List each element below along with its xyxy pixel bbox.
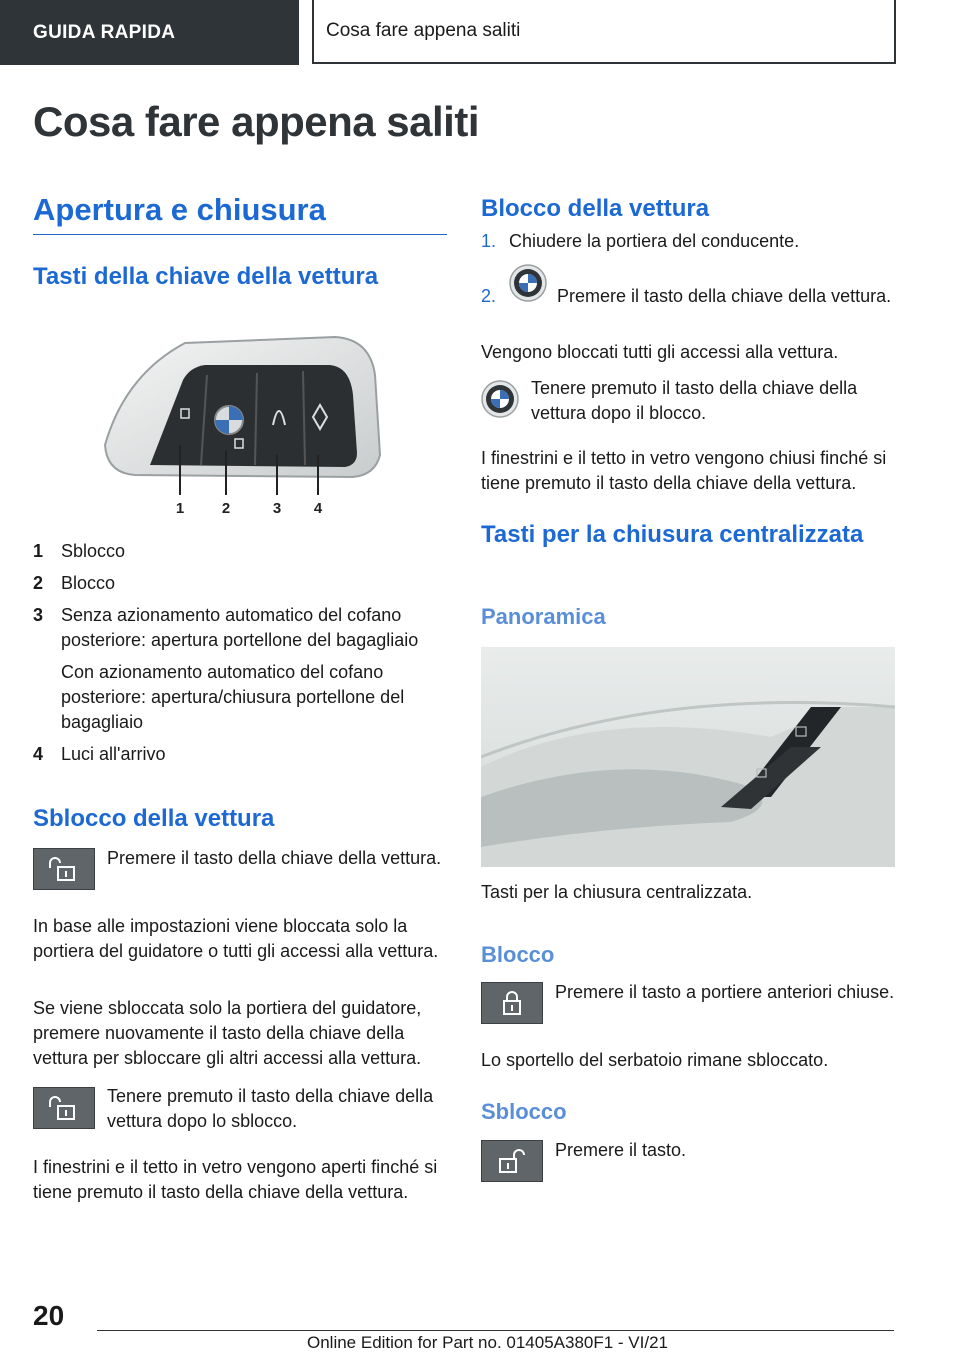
legend-text: Con azionamento automatico del cofano posteriore: apertura/chiusura portellone del bagagliaio bbox=[61, 662, 405, 732]
header-chapter: Cosa fare appena saliti bbox=[312, 0, 896, 64]
heading-lock-vehicle: Blocco della vettura bbox=[481, 195, 710, 222]
unlock-central-instruction: Premere il tasto. bbox=[555, 1140, 687, 1160]
legend-text: Senza azionamento automatico del cofano posteriore: apertura portellone del bagagliaio bbox=[61, 605, 419, 650]
legend-text: Blocco bbox=[61, 573, 116, 593]
unlock-hold-icon bbox=[33, 1087, 95, 1129]
heading-unlock-vehicle: Sblocco della vettura bbox=[33, 805, 275, 832]
bmw-roundel-icon bbox=[481, 380, 519, 418]
paragraph: I finestrini e il tetto in vetro vengono chiusi finché si tiene premuto il tasto della chiave della vettura. bbox=[481, 448, 887, 493]
key-label-3: 3 bbox=[272, 500, 282, 517]
door-lock-buttons-photo bbox=[481, 647, 895, 867]
unlock-instruction: Premere il tasto della chiave della vettura. bbox=[107, 848, 442, 868]
heading-key-buttons: Tasti della chiave della vettura bbox=[33, 263, 379, 290]
photo-caption: Tasti per la chiusura centralizzata. bbox=[481, 882, 753, 902]
page-number: 20 bbox=[33, 1300, 65, 1331]
lock-instruction: Premere il tasto a portiere anteriori chiuse. bbox=[555, 982, 895, 1002]
paragraph: Se viene sbloccata solo la portiera del guidatore, premere nuovamente il tasto della chiave della vettura per sbloccare gli altri accessi alla vettura. bbox=[33, 998, 422, 1068]
legend-num: 4 bbox=[33, 744, 44, 764]
heading-unlock: Sblocco bbox=[481, 1099, 567, 1124]
central-lock-icon bbox=[481, 982, 543, 1024]
bmw-roundel-icon bbox=[509, 264, 547, 302]
step-text: Chiudere la portiera del conducente. bbox=[509, 231, 800, 251]
heading-lock: Blocco bbox=[481, 942, 555, 967]
footer-edition: Online Edition for Part no. 01405A380F1 - VI/21 bbox=[307, 1333, 669, 1352]
paragraph: Vengono bloccati tutti gli accessi alla vettura. bbox=[481, 342, 839, 362]
paragraph: In base alle impostazioni viene bloccata solo la portiera del guidatore o tutti gli accessi alla vettura. bbox=[33, 916, 439, 961]
heading-central-locking: Tasti per la chiusura centralizzata bbox=[481, 521, 864, 548]
page-title: Cosa fare appena saliti bbox=[33, 98, 480, 145]
hold-unlock-instruction: Tenere premuto il tasto della chiave della vettura dopo lo sblocco. bbox=[107, 1086, 434, 1131]
heading-overview: Panoramica bbox=[481, 604, 606, 629]
legend-num: 2 bbox=[33, 573, 44, 593]
key-label-1: 1 bbox=[175, 500, 185, 517]
hold-lock-instruction: Tenere premuto il tasto della chiave della vettura dopo il blocco. bbox=[531, 378, 858, 423]
step-number: 2. bbox=[481, 286, 497, 306]
paragraph: I finestrini e il tetto in vetro vengono aperti finché si tiene premuto il tasto della chiave della vettura. bbox=[33, 1157, 438, 1202]
legend-num: 3 bbox=[33, 605, 44, 625]
unlock-button-icon bbox=[33, 848, 95, 890]
step-text: Premere il tasto della chiave della vettura. bbox=[557, 286, 892, 306]
step-number: 1. bbox=[481, 231, 497, 251]
central-unlock-icon bbox=[481, 1140, 543, 1182]
legend-text: Luci all'arrivo bbox=[61, 744, 166, 764]
key-label-2: 2 bbox=[221, 500, 231, 517]
footer-divider bbox=[97, 1330, 894, 1331]
key-label-4: 4 bbox=[313, 500, 323, 517]
header-section: GUIDA RAPIDA bbox=[0, 0, 299, 65]
car-key-illustration bbox=[95, 335, 395, 525]
legend-num: 1 bbox=[33, 541, 44, 561]
section-heading: Apertura e chiusura bbox=[33, 192, 447, 235]
legend-text: Sblocco bbox=[61, 541, 126, 561]
paragraph: Lo sportello del serbatoio rimane sbloccato. bbox=[481, 1050, 829, 1070]
